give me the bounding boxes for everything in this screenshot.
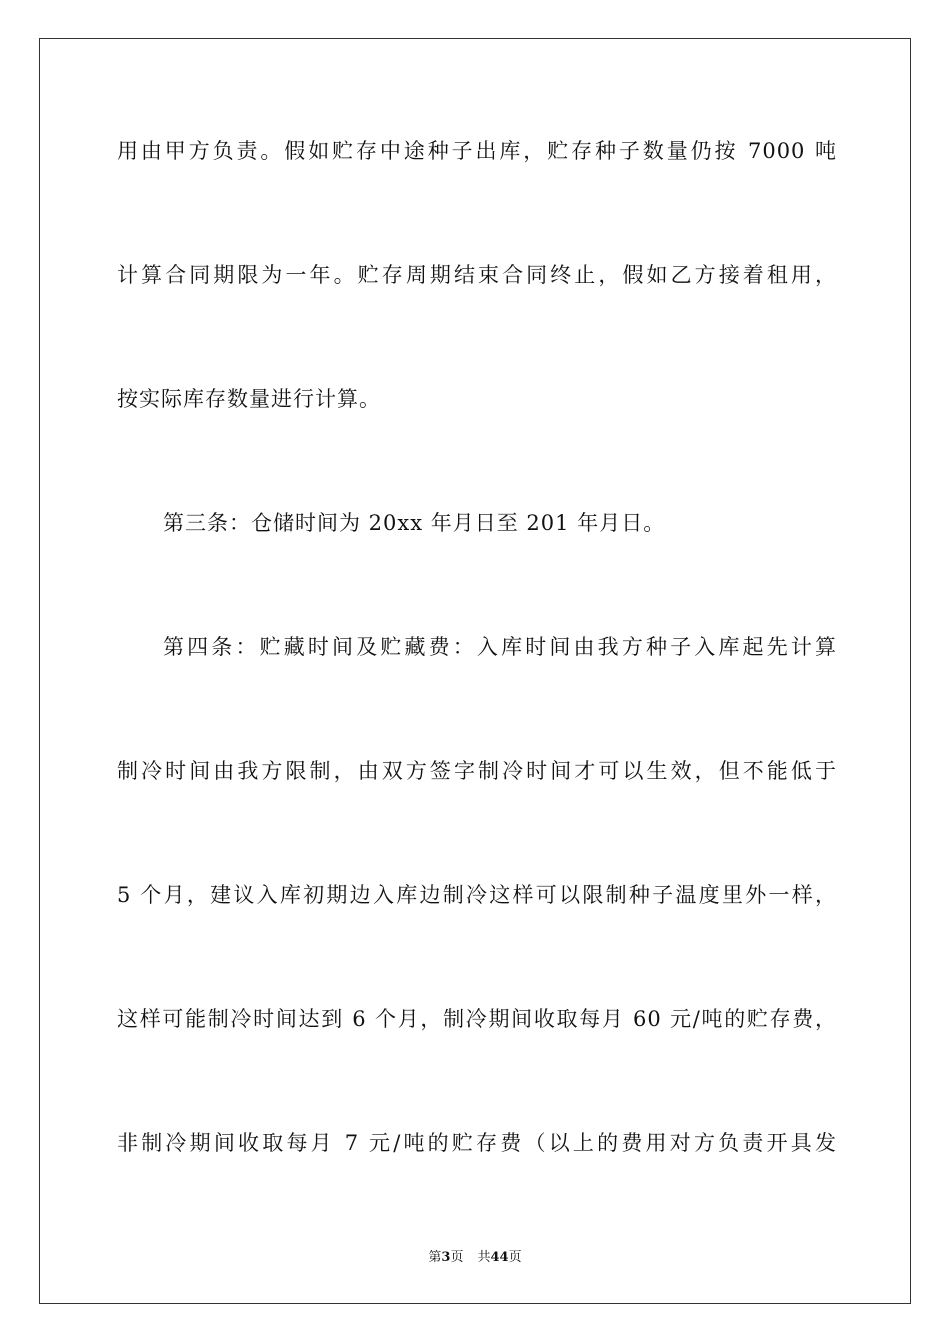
text-line-5: 第四条：贮藏时间及贮藏费：入库时间由我方种子入库起先计算 (163, 635, 837, 659)
total-prefix: 共 (477, 1250, 491, 1265)
total-suffix: 页 (508, 1250, 522, 1265)
text-line-3: 按实际库存数量进行计算。 (117, 387, 381, 411)
text-line-7: 5 个月，建议入库初期边入库边制冷这样可以限制种子温度里外一样， (117, 883, 837, 907)
page-footer (0, 1249, 950, 1267)
text-line-8: 这样可能制冷时间达到 6 个月，制冷期间收取每月 60 元/吨的贮存费， (117, 1007, 837, 1031)
text-line-4: 第三条：仓储时间为 20xx 年月日至 201 年月日。 (163, 511, 666, 535)
page-number: 3 (441, 1250, 451, 1265)
text-line-1: 用由甲方负责。假如贮存中途种子出库，贮存种子数量仍按 7000 吨 (117, 139, 837, 163)
text-line-6: 制冷时间由我方限制，由双方签字制冷时间才可以生效，但不能低于 (117, 759, 837, 783)
total-pages: 44 (490, 1250, 509, 1265)
page-border (39, 38, 911, 1304)
text-line-2: 计算合同期限为一年。贮存周期结束合同终止，假如乙方接着租用， (117, 263, 837, 287)
text-line-9: 非制冷期间收取每月 7 元/吨的贮存费（以上的费用对方负责开具发 (117, 1131, 837, 1155)
page-prefix: 第 (428, 1250, 442, 1265)
page-suffix: 页 (450, 1250, 464, 1265)
